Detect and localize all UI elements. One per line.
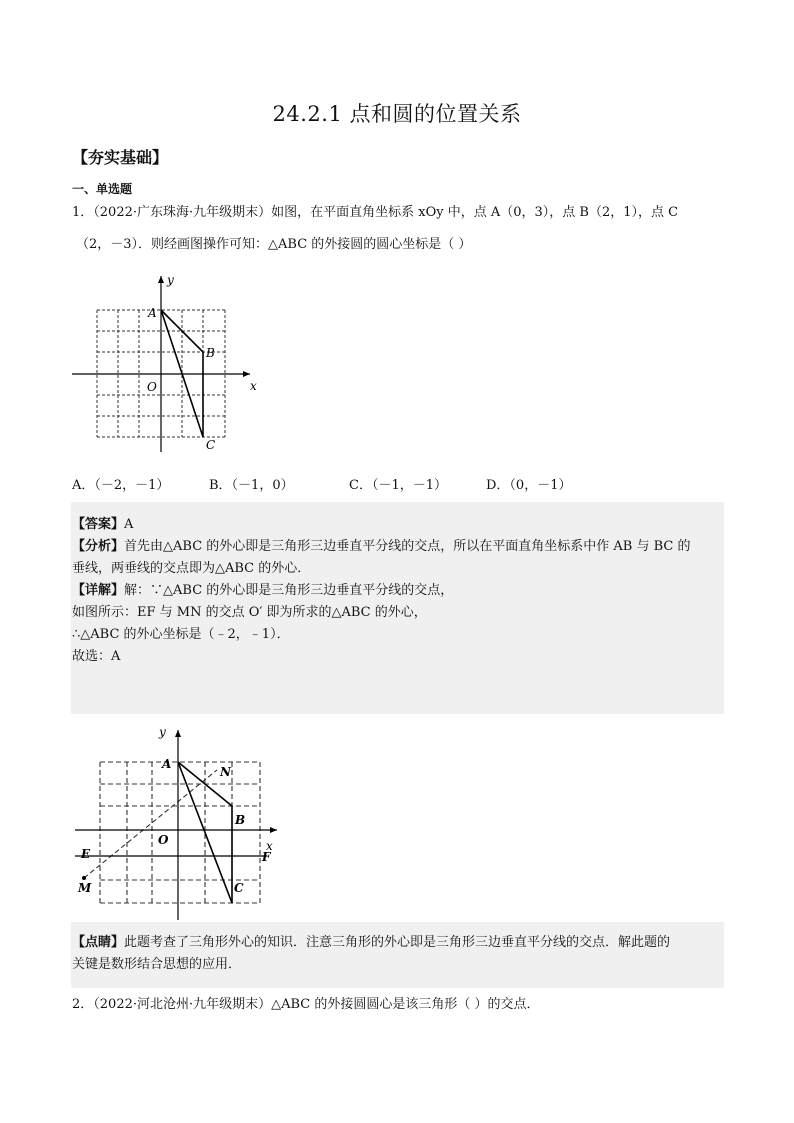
analysis-line-2: 垂线，两垂线的交点即为△ABC 的外心． <box>72 561 311 576</box>
question-2-line-1: 2．（2022·河北沧州·九年级期末）△ABC 的外接圆圆心是该三角形（ ）的交点． <box>72 997 540 1012</box>
analysis-label: 【分析】 <box>72 539 125 554</box>
question-1-line-1: 1．（2022·广东珠海·九年级期末）如图，在平面直角坐标系 xOy 中，点 A（0，3），点 B（2，1），点 C <box>72 205 679 220</box>
fig1-y-label: y <box>167 273 174 287</box>
fig2-x-label: x <box>266 839 273 853</box>
fig2-point-n-label: N <box>220 765 231 779</box>
fig1-point-b-label: B <box>206 346 215 360</box>
solution-figure <box>72 720 292 922</box>
fig2-origin-label: O <box>158 833 169 847</box>
analysis-line-1: 【分析】首先由△ABC 的外心即是三角形三边垂直平分线的交点，所以在平面直角坐标系中作 AB 与 BC 的 <box>72 539 691 554</box>
answer-line <box>71 514 724 536</box>
option-a[interactable]: A．（－2，－1） <box>72 478 170 493</box>
subsection-heading: 一、单选题 <box>72 182 133 196</box>
solution-comment-block <box>71 922 724 988</box>
solution-figure-container <box>72 720 292 922</box>
detail-line-3: ∴△ABC 的外心坐标是（﹣2，﹣1）． <box>72 627 290 642</box>
fig2-point-f-label: F <box>262 850 271 864</box>
page-title: 24.2.1 点和圆的位置关系 <box>272 102 522 126</box>
fig2-point-e-label: E <box>81 847 91 861</box>
comment-line-2: 关键是数形结合思想的应用． <box>72 957 242 972</box>
fig2-point-c-label: C <box>234 881 244 895</box>
comment-label: 【点睛】 <box>72 935 125 950</box>
fig2-y-label: y <box>159 725 166 739</box>
fig1-x-label: x <box>250 379 257 393</box>
answer-value: A <box>124 517 134 532</box>
answer-label: 【答案】 <box>72 517 125 532</box>
question-1-figure <box>70 270 270 455</box>
fig2-point-m-label: M <box>78 881 92 895</box>
option-d[interactable]: D．（0，－1） <box>486 478 572 493</box>
option-c[interactable]: C．（－1，－1） <box>349 478 447 493</box>
fig1-point-c-label: C <box>206 438 216 452</box>
option-b[interactable]: B．（－1，0） <box>209 478 294 493</box>
fig2-point-a-label: A <box>162 757 172 771</box>
fig2-point-b-label: B <box>235 813 246 827</box>
comment-line-1: 【点睛】此题考查了三角形外心的知识．注意三角形的外心即是三角形三边垂直平分线的交点．解此题的 <box>72 935 671 950</box>
solution-block-1 <box>71 502 724 714</box>
detail-line-1: 【详解】解：∵△ABC 的外心即是三角形三边垂直平分线的交点， <box>72 583 454 598</box>
detail-line-2: 如图所示：EF 与 MN 的交点 O′ 即为所求的△ABC 的外心， <box>72 605 427 620</box>
question-1-line-2: （2，－3）．则经画图操作可知：△ABC 的外接圆的圆心坐标是（ ） <box>76 237 472 252</box>
detail-label: 【详解】 <box>72 583 125 598</box>
section-tag: 【夯实基础】 <box>72 148 169 167</box>
fig1-origin-label: O <box>147 380 157 394</box>
choice-line: 故选：A <box>72 649 121 664</box>
fig1-point-a-label: A <box>148 306 157 320</box>
